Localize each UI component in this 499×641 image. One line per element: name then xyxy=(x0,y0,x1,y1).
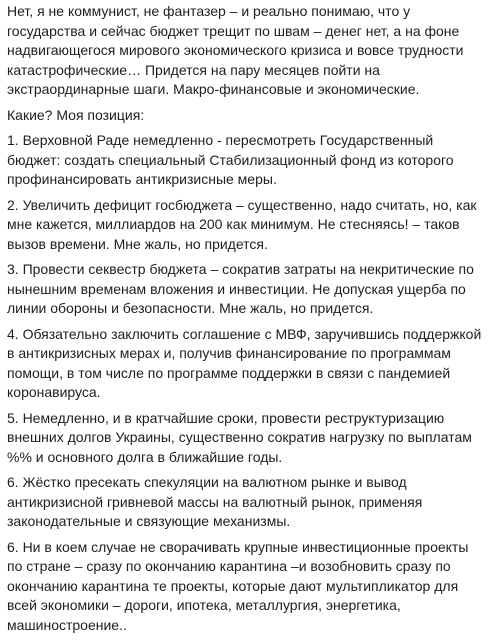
post-point-1: 1. Верховной Раде немедленно - пересмотреть Государственный бюджет: создать специальный Стабилизационный фонд из которого профинансировать антикризисные меры. xyxy=(7,132,454,187)
post-point-7: 6. Ни в коем случае не сворачивать крупные инвестиционные проекты по стране – сразу по окончанию карантина –и возобновить сразу по окончанию карантина те проекты, которые дают мультипликатор для всей экономики – дороги, ипотека, металлургия, энергетика, машиностроение.. xyxy=(7,538,469,633)
post-body xyxy=(7,0,495,641)
post-intro: Нет, я не коммунист, не фантазер – и реально понимаю, что у государства и сейчас бюджет трещит по швам – денег нет, а на фоне надвигающегося мирового экономического кризиса и вовсе трудности катастрофические… Придется на пару месяцев пойти на экстраординарные шаги. Макро-финансовые и экономические. xyxy=(7,3,464,97)
post-point-2: 2. Увеличить дефицит госбюджета – существенно, надо считать, но, как мне кажется, миллиардов на 200 как минимум. Не стесняясь! – таков вызов времени. Мне жаль, но придется. xyxy=(7,196,477,252)
post-point-6: 6. Жёстко пресекать спекуляции на валютном рынке и вывод антикризисной гривневой массы на валютный рынок, применяя законодательные и связующие механизмы. xyxy=(7,474,423,529)
post-question: Какие? Моя позиция: xyxy=(7,106,145,123)
post-point-3: 3. Провести секвестр бюджета – сократив затраты на некритические по нынешним временам вложения и инвестиции. Не допуская ущерба по линии обороны и безопасности. Мне жаль, но придется. xyxy=(7,261,474,316)
post-point-4: 4. Обязательно заключить соглашение с МВФ, заручившись поддержкой в антикризисных мерах и, получив финансирование по программам помощи, в том числе по программе поддержки в связи с пандемией коронавируса. xyxy=(7,325,482,400)
post-point-5: 5. Немедленно, и в кратчайшие сроки, провести реструктуризацию внешних долгов Украины, существенно сократив нагрузку по выплатам %% и основного долга в ближайшие годы. xyxy=(7,409,472,465)
